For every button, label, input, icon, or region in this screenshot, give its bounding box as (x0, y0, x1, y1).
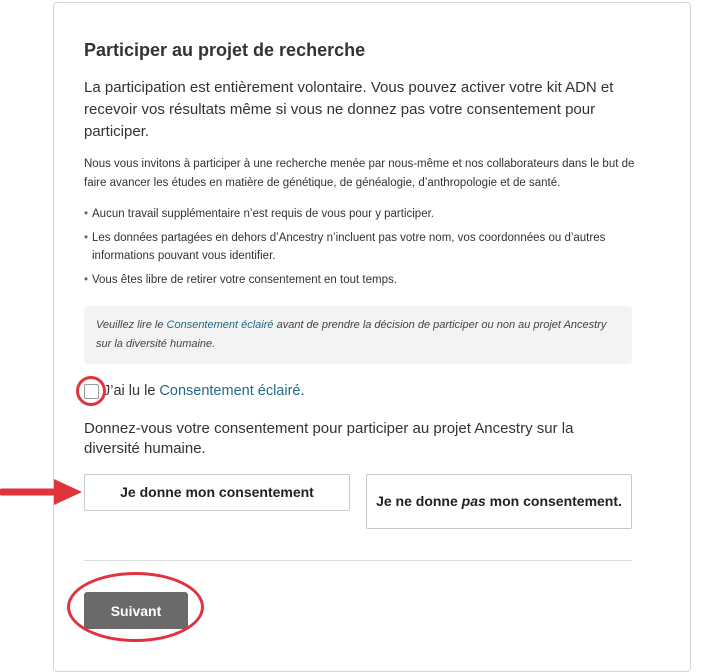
intro-text: La participation est entièrement volontaire. Vous pouvez activer votre kit ADN et recevoir vos résultats même si vous ne donnez pas votre consentement pour participer. (84, 79, 614, 140)
next-button[interactable]: Suivant (84, 592, 188, 629)
notice-box (84, 306, 632, 364)
checkbox-label (103, 383, 305, 399)
page-title: Participer au projet de recherche (84, 40, 366, 60)
checkbox-label-before: J’ai lu le (103, 383, 160, 399)
give-consent-button[interactable] (84, 474, 350, 511)
bullet-item: • Vous êtes libre de retirer votre consentement en tout temps. (84, 271, 634, 289)
decline-consent-label (376, 492, 622, 511)
invite-text: Nous vous invitons à participer à une recherche menée par nous-même et nos collaborateurs dans le but de faire avancer les études en matière de génétique, de généalogie, d’anthropologie et de santé. (84, 158, 635, 189)
decline-label-before: Je ne donne (376, 493, 462, 509)
notice-text-after: avant de prendre la décision de participer ou non au projet Ancestry sur la diversité humaine. (96, 319, 607, 350)
pointer-arrow-icon (0, 476, 84, 510)
decline-consent-button[interactable] (366, 474, 632, 529)
divider (84, 560, 632, 561)
checkbox-consent-link[interactable]: Consentement éclairé (159, 383, 301, 399)
consent-question: Donnez-vous votre consentement pour participer au projet Ancestry sur la diversité humaine. (84, 420, 574, 457)
bullet-item: • Aucun travail supplémentaire n’est requis de vous pour y participer. (84, 205, 634, 223)
read-consent-checkbox[interactable] (84, 384, 99, 399)
notice-text-before: Veuillez lire le (96, 319, 167, 331)
decline-label-emphasis: pas (461, 493, 486, 509)
informed-consent-link[interactable]: Consentement éclairé (166, 319, 274, 331)
bullet-item: • Les données partagées en dehors d’Ancestry n’incluent pas votre nom, vos coordonnées ou d’autres informations pouvant vous identifier. (84, 229, 634, 265)
bullet-list (84, 205, 634, 295)
give-consent-label: Je donne mon consentement (120, 484, 314, 500)
read-consent-row (84, 383, 305, 399)
checkbox-label-after: . (300, 383, 305, 399)
decline-label-after: mon consentement. (485, 493, 622, 509)
